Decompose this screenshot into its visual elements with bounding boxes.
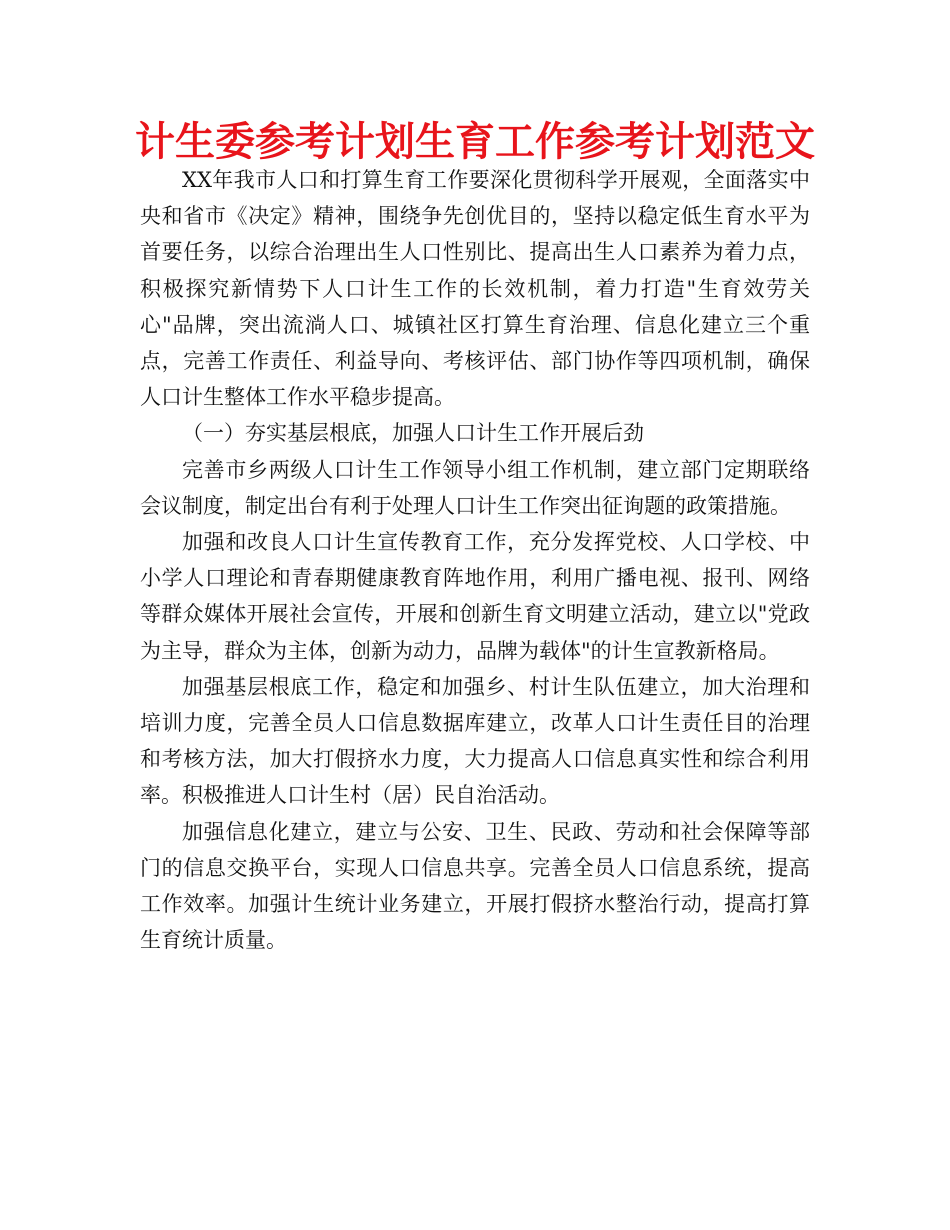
paragraph: 加强和改良人口计生宣传教育工作，充分发挥党校、人口学校、中小学人口理论和青春期健康教育阵地作用，利用广播电视、报刊、网络等群众媒体开展社会宣传，开展和创新生育文明建立活动，建立以"党政为主导，群众为主体，创新为动力，品牌为载体"的计生宣教新格局。 bbox=[140, 530, 810, 663]
document-body bbox=[140, 162, 810, 958]
paragraph-intro: XX年我市人口和打算生育工作要深化贯彻科学开展观，全面落实中央和省市《决定》精神，围绕争先创优目的，坚持以稳定低生育水平为首要任务，以综合治理出生人口性别比、提高出生人口素养为着力点，积极探究新情势下人口计生工作的长效机制，着力打造"生育效劳关心"品牌，突出流淌人口、城镇社区打算生育治理、信息化建立三个重点，完善工作责任、利益导向、考核评估、部门协作等四项机制，确保人口计生整体工作水平稳步提高。 bbox=[140, 168, 810, 410]
paragraph: 加强基层根底工作，稳定和加强乡、村计生队伍建立，加大治理和培训力度，完善全员人口信息数据库建立，改革人口计生责任目的治理和考核方法，加大打假挤水力度，大力提高人口信息真实性和综合利用率。积极推进人口计生村（居）民自治活动。 bbox=[140, 674, 810, 808]
paragraph: 完善市乡两级人口计生工作领导小组工作机制，建立部门定期联络会议制度，制定出台有利于处理人口计生工作突出征询题的政策措施。 bbox=[140, 457, 810, 518]
paragraph: 加强信息化建立，建立与公安、卫生、民政、劳动和社会保障等部门的信息交换平台，实现人口信息共享。完善全员人口信息系统，提高工作效率。加强计生统计业务建立，开展打假挤水整治行动，提高打算生育统计质量。 bbox=[140, 819, 810, 953]
section-heading: （一）夯实基层根底，加强人口计生工作开展后劲 bbox=[182, 421, 644, 446]
document-title: 计生委参考计划生育工作参考计划范文 bbox=[135, 119, 815, 165]
